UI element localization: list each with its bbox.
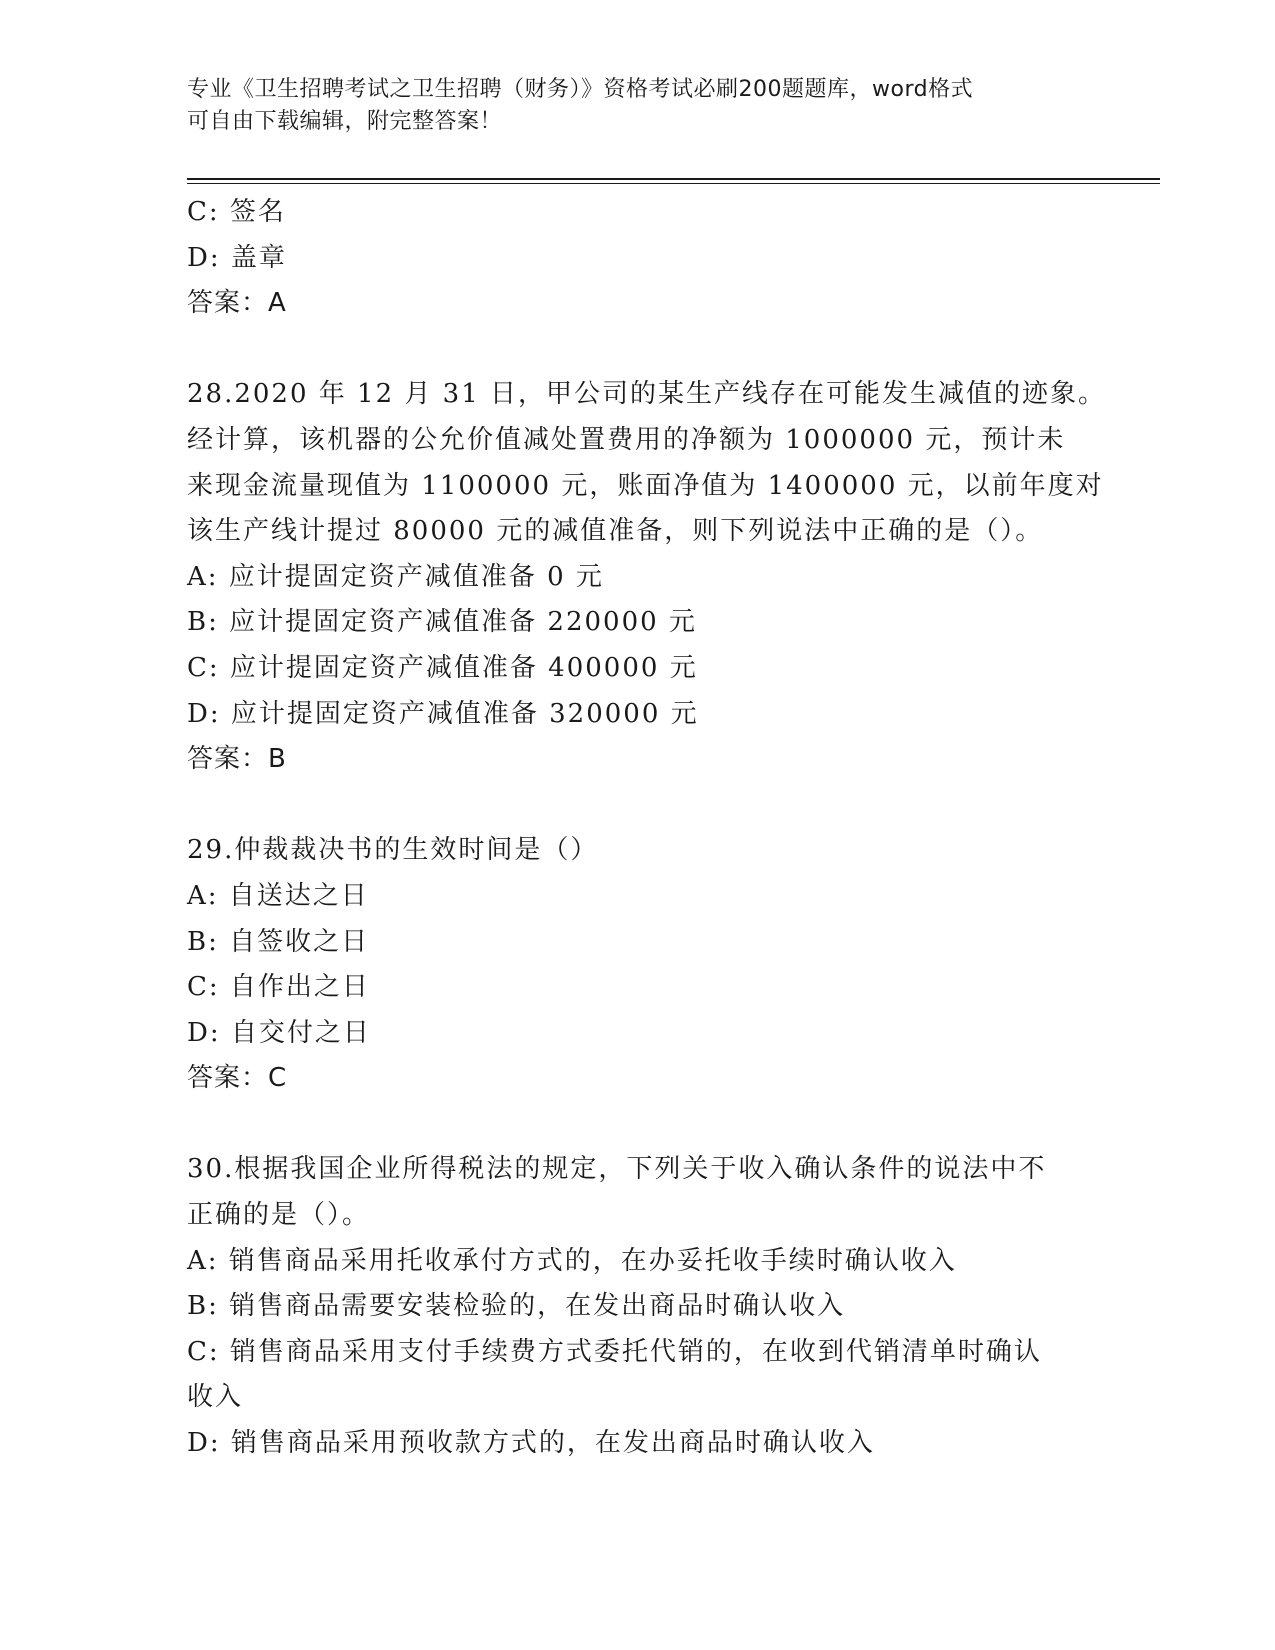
- option-d: D: 自交付之日: [187, 1017, 371, 1048]
- previous-question-tail: [187, 190, 1087, 327]
- header-line-2: 可自由下载编辑，附完整答案！: [187, 109, 503, 134]
- question-text-line: 该生产线计提过 80000 元的减值准备，则下列说法中正确的是（）。: [187, 516, 1044, 547]
- option-d: D: 盖章: [187, 242, 287, 273]
- spacer: [187, 327, 1087, 373]
- option-a: A: 自送达之日: [187, 880, 369, 911]
- option-a: A: 销售商品采用托收承付方式的，在办妥托收手续时确认收入: [187, 1245, 957, 1276]
- question-29: [187, 828, 1087, 1102]
- question-text-line: 来现金流量现值为 1100000 元，账面净值为 1400000 元，以前年度对: [187, 470, 1104, 501]
- option-b: B: 应计提固定资产减值准备 220000 元: [187, 607, 697, 638]
- answer: 答案：B: [187, 744, 287, 775]
- option-d: D: 应计提固定资产减值准备 320000 元: [187, 698, 699, 729]
- answer: 答案：C: [187, 1063, 288, 1094]
- option-c-continued: 收入: [187, 1382, 244, 1413]
- option-c: C: 签名: [187, 197, 286, 227]
- option-d: D: 销售商品采用预收款方式的，在发出商品时确认收入: [187, 1428, 875, 1459]
- header-rule-thick: [187, 178, 1160, 180]
- option-c: C: 自作出之日: [187, 972, 370, 1003]
- question-text-line: 正确的是（）。: [187, 1200, 371, 1231]
- spacer: [187, 1102, 1087, 1148]
- option-c: C: 应计提固定资产减值准备 400000 元: [187, 652, 698, 683]
- option-b: B: 销售商品需要安装检验的，在发出商品时确认收入: [187, 1291, 846, 1322]
- question-text-line: 30.根据我国企业所得税法的规定，下列关于收入确认条件的说法中不: [187, 1154, 1047, 1185]
- option-c: C: 销售商品采用支付手续费方式委托代销的，在收到代销清单时确认: [187, 1336, 1042, 1367]
- header-line-1: 专业《卫生招聘考试之卫生招聘（财务）》资格考试必刷200题题库，word格式: [187, 77, 974, 102]
- answer: 答案：A: [187, 288, 287, 319]
- question-30: [187, 1147, 1087, 1466]
- option-a: A: 应计提固定资产减值准备 0 元: [187, 561, 604, 592]
- question-text-line: 28.2020 年 12 月 31 日，甲公司的某生产线存在可能发生减值的迹象。: [187, 379, 1107, 410]
- question-text-line: 29.仲裁裁决书的生效时间是（）: [187, 835, 599, 866]
- option-b: B: 自签收之日: [187, 926, 370, 957]
- question-28: [187, 372, 1107, 782]
- question-text-line: 经计算，该机器的公允价值减处置费用的净额为 1000000 元，预计未: [187, 424, 1066, 455]
- question-content: [187, 190, 1107, 1467]
- document-header: [187, 74, 1067, 138]
- spacer: [187, 783, 1087, 829]
- header-rule-thin: [187, 183, 1160, 184]
